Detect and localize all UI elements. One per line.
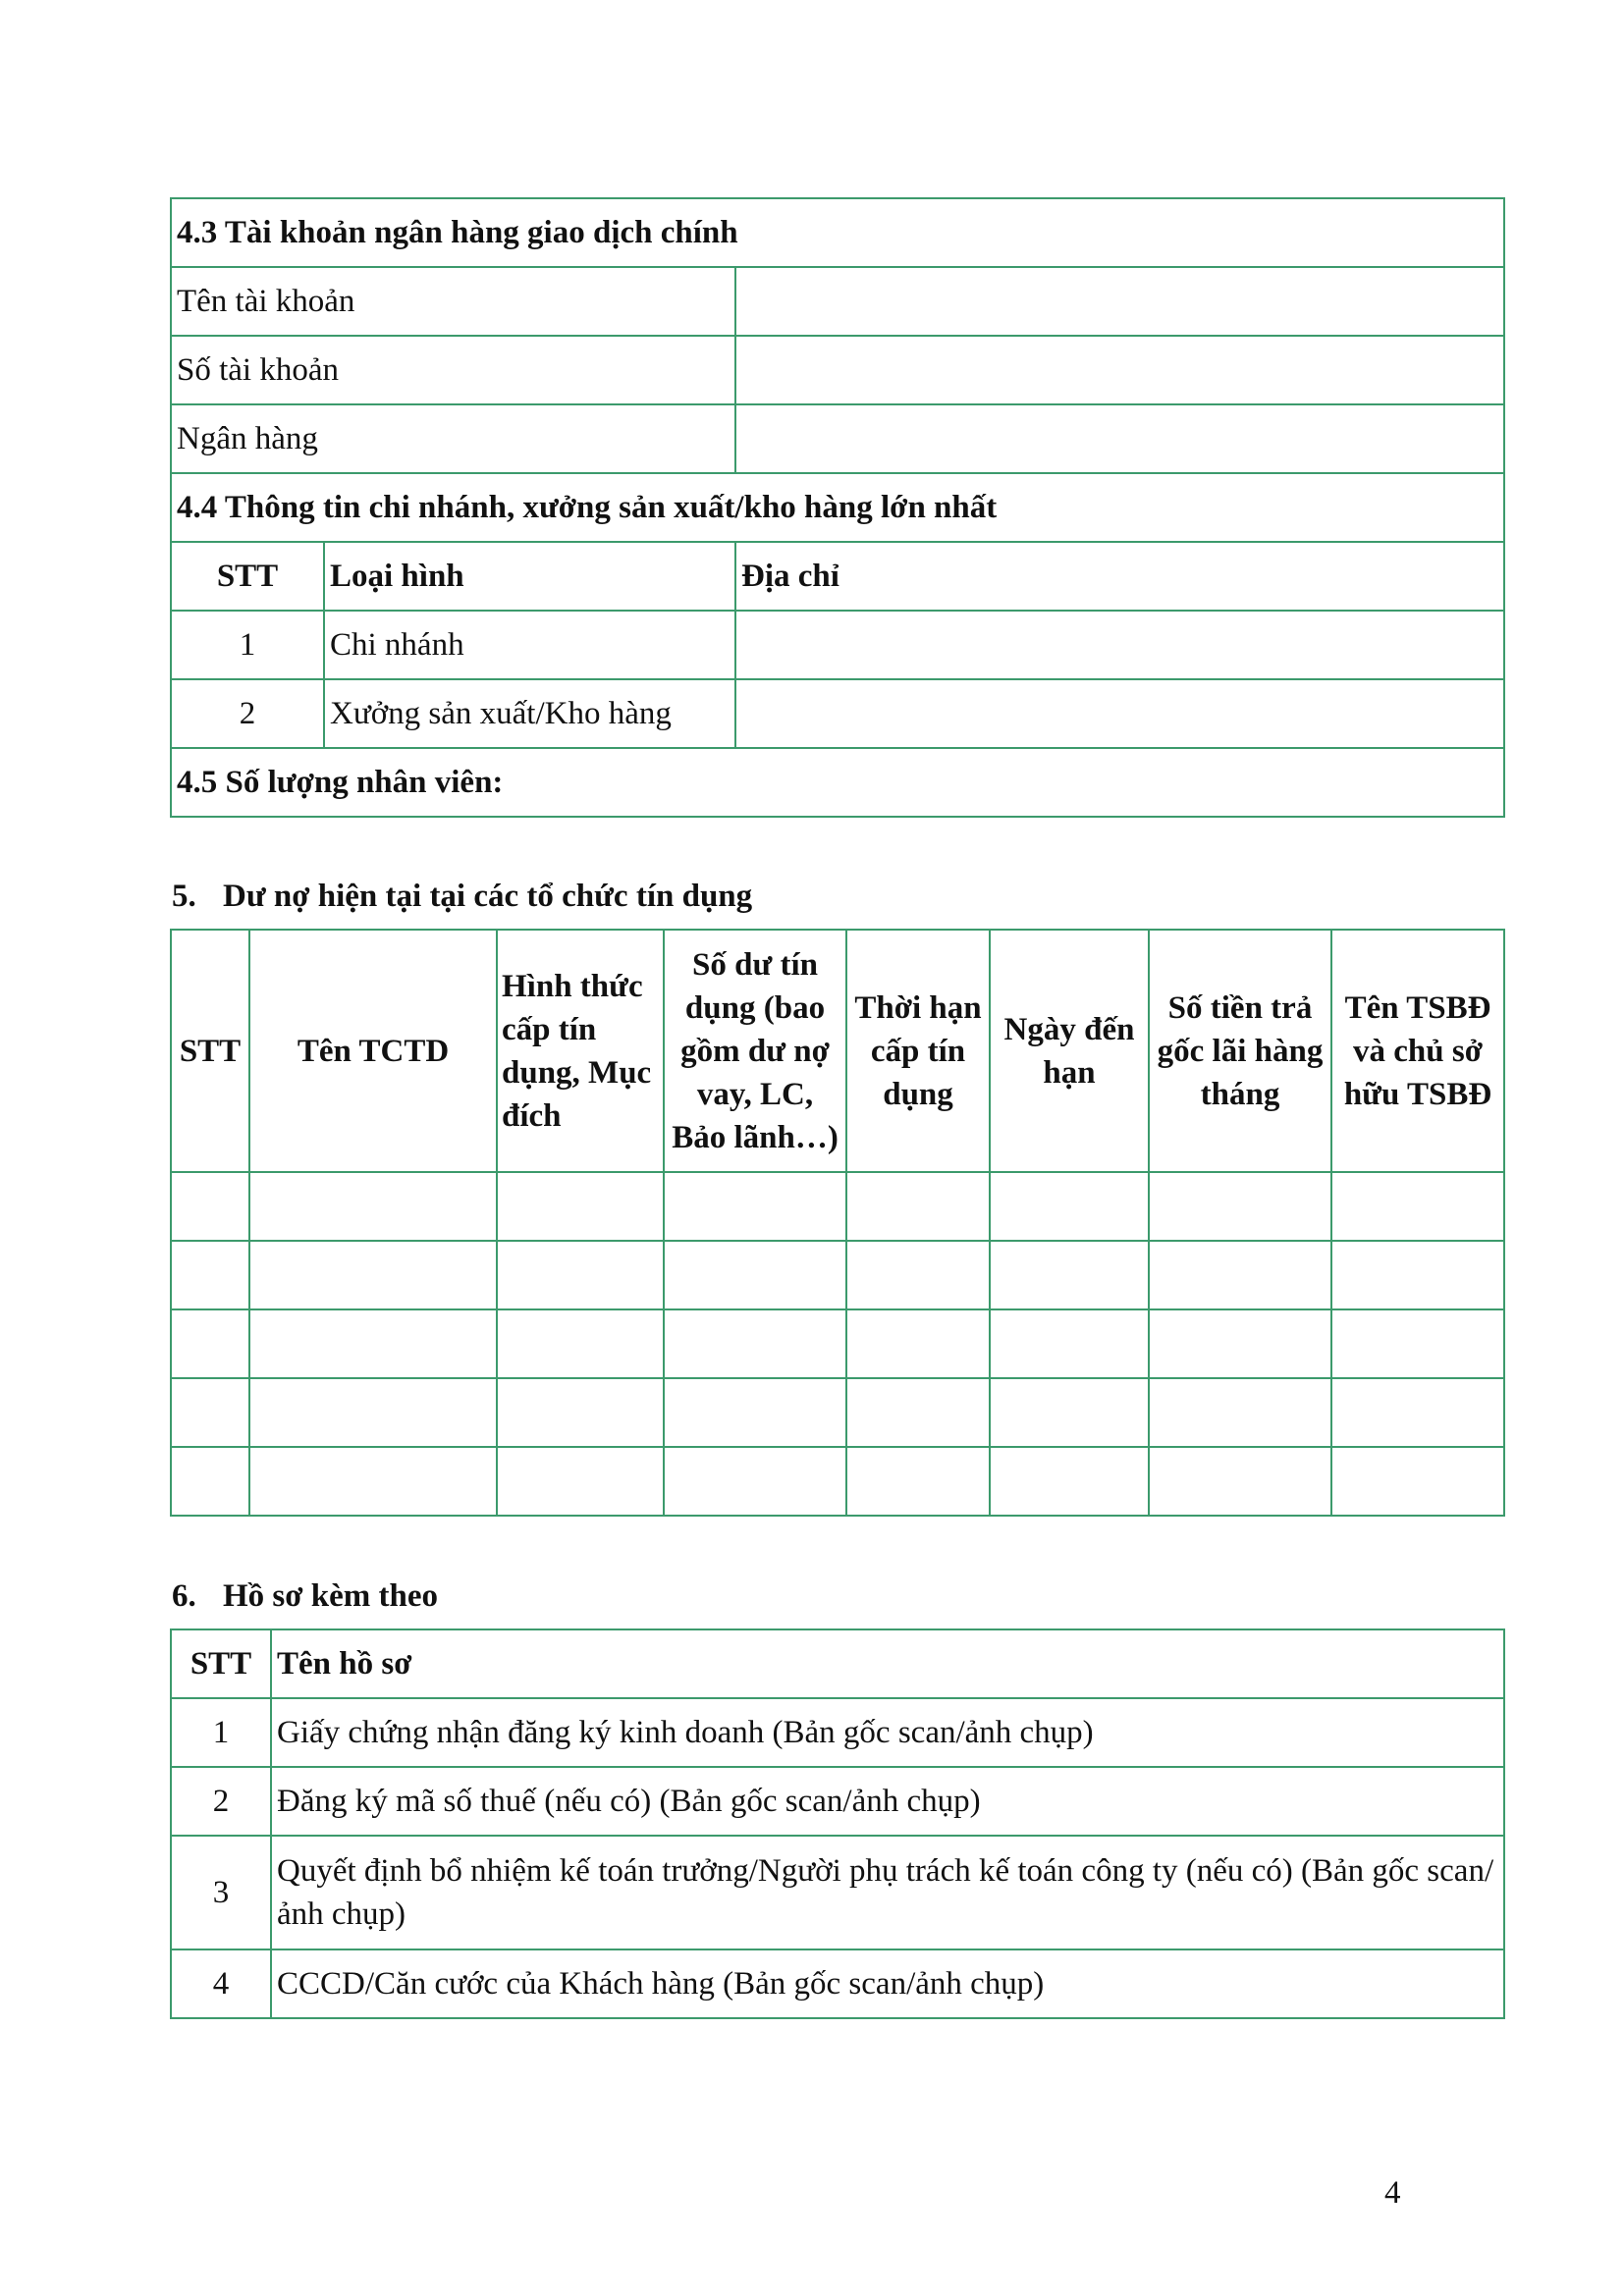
section-6-number: 6. — [172, 1578, 196, 1614]
empty-cell[interactable] — [1149, 1309, 1331, 1378]
empty-cell[interactable] — [497, 1241, 664, 1309]
section-4-4-title: 4.4 Thông tin chi nhánh, xưởng sản xuất/kho hàng lớn nhất — [171, 473, 1504, 542]
stt-cell: 1 — [171, 611, 324, 679]
empty-cell[interactable] — [664, 1447, 846, 1516]
empty-cell[interactable] — [990, 1309, 1149, 1378]
table-row — [171, 404, 1504, 473]
empty-cell[interactable] — [497, 1378, 664, 1447]
col-due-date-header: Ngày đến hạn — [990, 930, 1149, 1172]
stt-header: STT — [171, 542, 324, 611]
address-cell[interactable] — [735, 611, 1504, 679]
empty-cell[interactable] — [846, 1447, 990, 1516]
empty-cell[interactable] — [990, 1378, 1149, 1447]
section-4-4-column-headers — [171, 542, 1504, 611]
documents-header-row — [171, 1629, 1504, 1698]
table-row — [171, 1767, 1504, 1836]
empty-cell[interactable] — [171, 1241, 249, 1309]
address-cell[interactable] — [735, 679, 1504, 748]
table-row — [171, 1172, 1504, 1241]
col-stt-header: STT — [171, 930, 249, 1172]
doc-name-cell: Giấy chứng nhận đăng ký kinh doanh (Bản gốc scan/ảnh chụp) — [271, 1698, 1504, 1767]
doc-stt-cell: 4 — [171, 1949, 271, 2018]
empty-cell[interactable] — [249, 1378, 497, 1447]
empty-cell[interactable] — [1331, 1309, 1504, 1378]
doc-stt-header: STT — [171, 1629, 271, 1698]
empty-cell[interactable] — [1149, 1172, 1331, 1241]
empty-cell[interactable] — [846, 1241, 990, 1309]
col-credit-form-header: Hình thức cấp tín dụng, Mục đích — [497, 930, 664, 1172]
empty-cell[interactable] — [497, 1309, 664, 1378]
company-info-table — [170, 197, 1505, 818]
section-4-5-title: 4.5 Số lượng nhân viên: — [171, 748, 1504, 817]
empty-cell[interactable] — [249, 1172, 497, 1241]
section-6-title: Hồ sơ kèm theo — [223, 1578, 439, 1614]
account-number-label: Số tài khoản — [171, 336, 735, 404]
table-row — [171, 1378, 1504, 1447]
type-cell: Xưởng sản xuất/Kho hàng — [324, 679, 735, 748]
account-name-value[interactable] — [735, 267, 1504, 336]
section-5-heading — [172, 877, 752, 916]
empty-cell[interactable] — [1331, 1378, 1504, 1447]
section-4-3-title: 4.3 Tài khoản ngân hàng giao dịch chính — [171, 198, 1504, 267]
credit-table-header-row — [171, 930, 1504, 1172]
empty-cell[interactable] — [249, 1241, 497, 1309]
empty-cell[interactable] — [664, 1309, 846, 1378]
bank-value[interactable] — [735, 404, 1504, 473]
col-monthly-payment-header: Số tiền trả gốc lãi hàng tháng — [1149, 930, 1331, 1172]
col-collateral-header: Tên TSBĐ và chủ sở hữu TSBĐ — [1331, 930, 1504, 1172]
credit-debt-table — [170, 929, 1505, 1517]
doc-stt-cell: 2 — [171, 1767, 271, 1836]
section-5-title: Dư nợ hiện tại tại các tổ chức tín dụng — [223, 879, 753, 914]
account-number-value[interactable] — [735, 336, 1504, 404]
stt-cell: 2 — [171, 679, 324, 748]
empty-cell[interactable] — [1149, 1241, 1331, 1309]
empty-cell[interactable] — [1331, 1172, 1504, 1241]
empty-cell[interactable] — [664, 1378, 846, 1447]
empty-cell[interactable] — [846, 1309, 990, 1378]
address-header: Địa chỉ — [735, 542, 1504, 611]
table-row — [171, 679, 1504, 748]
empty-cell[interactable] — [497, 1172, 664, 1241]
section-4-3-header-row — [171, 198, 1504, 267]
empty-cell[interactable] — [249, 1447, 497, 1516]
empty-cell[interactable] — [846, 1378, 990, 1447]
table-row — [171, 1447, 1504, 1516]
col-credit-balance-header: Số dư tín dụng (bao gồm dư nợ vay, LC, Bảo lãnh…) — [664, 930, 846, 1172]
empty-cell[interactable] — [171, 1309, 249, 1378]
col-credit-institution-header: Tên TCTD — [249, 930, 497, 1172]
section-4-4-header-row — [171, 473, 1504, 542]
empty-cell[interactable] — [1331, 1241, 1504, 1309]
empty-cell[interactable] — [990, 1172, 1149, 1241]
table-row — [171, 1309, 1504, 1378]
doc-name-header: Tên hồ sơ — [271, 1629, 1504, 1698]
table-row — [171, 336, 1504, 404]
doc-stt-cell: 3 — [171, 1836, 271, 1949]
doc-stt-cell: 1 — [171, 1698, 271, 1767]
table-row — [171, 1241, 1504, 1309]
bank-label: Ngân hàng — [171, 404, 735, 473]
type-cell: Chi nhánh — [324, 611, 735, 679]
empty-cell[interactable] — [664, 1172, 846, 1241]
doc-name-cell: Quyết định bổ nhiệm kế toán trưởng/Người phụ trách kế toán công ty (nếu có) (Bản gốc scan/ảnh chụp) — [271, 1836, 1504, 1949]
empty-cell[interactable] — [990, 1447, 1149, 1516]
empty-cell[interactable] — [171, 1172, 249, 1241]
table-row — [171, 611, 1504, 679]
doc-name-cell: CCCD/Căn cước của Khách hàng (Bản gốc scan/ảnh chụp) — [271, 1949, 1504, 2018]
section-4-5-row — [171, 748, 1504, 817]
table-row — [171, 267, 1504, 336]
table-row — [171, 1949, 1504, 2018]
empty-cell[interactable] — [1149, 1447, 1331, 1516]
account-name-label: Tên tài khoản — [171, 267, 735, 336]
section-6-heading — [172, 1576, 438, 1616]
empty-cell[interactable] — [1149, 1378, 1331, 1447]
type-header: Loại hình — [324, 542, 735, 611]
table-row — [171, 1836, 1504, 1949]
empty-cell[interactable] — [846, 1172, 990, 1241]
doc-name-cell: Đăng ký mã số thuế (nếu có) (Bản gốc scan/ảnh chụp) — [271, 1767, 1504, 1836]
empty-cell[interactable] — [664, 1241, 846, 1309]
empty-cell[interactable] — [990, 1241, 1149, 1309]
page-number: 4 — [1384, 2175, 1401, 2211]
attached-documents-table — [170, 1629, 1505, 2019]
empty-cell[interactable] — [1331, 1447, 1504, 1516]
empty-cell[interactable] — [171, 1378, 249, 1447]
table-row — [171, 1698, 1504, 1767]
empty-cell[interactable] — [249, 1309, 497, 1378]
section-5-number: 5. — [172, 879, 196, 914]
empty-cell[interactable] — [497, 1447, 664, 1516]
col-credit-term-header: Thời hạn cấp tín dụng — [846, 930, 990, 1172]
empty-cell[interactable] — [171, 1447, 249, 1516]
